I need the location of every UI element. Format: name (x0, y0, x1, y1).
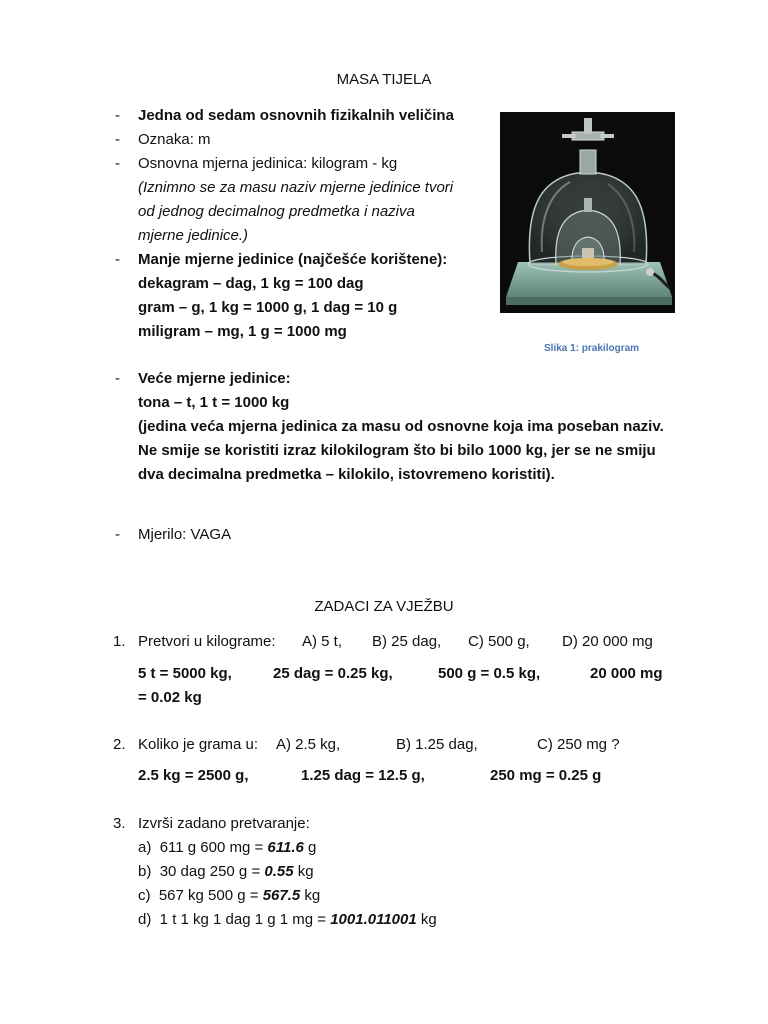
subtask-c: c) 567 kg 500 g = 567.5 kg (138, 887, 321, 904)
figure-caption: Slika 1: prakilogram (544, 343, 640, 354)
exercises-title: ZADACI ZA VJEŽBU (314, 598, 454, 615)
subtask-d: d) 1 t 1 kg 1 dag 1 g 1 mg = 1001.011001 kg (138, 911, 437, 928)
prakilogram-photo (500, 112, 675, 313)
subtask-a: a) 611 g 600 mg = 611.6 g (138, 839, 317, 856)
document-page: MASA TIJELA - Jedna od sedam osnovnih fizikalnih veličina - Oznaka: m - Osnovna mjerna jedinica: kilogram - kg (Iznimno se za masu naziv mjerne jedinice tvori od jednog decimalnog predmetka i naziva mjerne jedinice.) - Manje mjerne jedinice (najčešće korištene): dekagram – dag, 1 kg = 100 dag gram – g, 1 kg = 1000 g, 1 dag = 10 g miligram – mg, 1 g = 1000 mg Slika 1: prakilogram - Veće mjerne jedinice: tona – t, 1 t = 1000 kg (jedina veća mjerna jedinica za masu od osnovne koja ima poseban naziv. Ne smije se koristiti izraz kilokilogram što bi bilo 1000 kg, jer se ne smiju dva decimalna predmetka – kilokilo, istovremeno koristiti). - Mjerilo: VAGA ZADACI ZA VJEŽBU 1. Pretvori u kilograme: A) 5 t, B) 25 dag, C) 500 g, D) 20 000 mg 5 t = 5000 kg, 25 dag = 0.25 kg, 500 g = 0.5 kg, 20 000 mg = 0.02 kg 2. Koliko je grama u: A) 2.5 kg, B) 1.25 dag, C) 250 mg ? 2.5 kg = 2500 g, 1.25 dag = 12.5 g, 250 mg = 0.25 g 3. Izvrši zadano pretvaranje: a) 611 g 600 mg = 611.6 g b) 30 dag 250 g = 0.55 kg c) 567 kg 500 g = 567.5 kg d) 1 t 1 kg 1 dag 1 g 1 mg = 1001.011001 kg (0, 0, 768, 1024)
page-title: MASA TIJELA (336, 71, 432, 88)
bell-jar-photo-icon (500, 112, 675, 313)
subtask-b: b) 30 dag 250 g = 0.55 kg (138, 863, 314, 880)
